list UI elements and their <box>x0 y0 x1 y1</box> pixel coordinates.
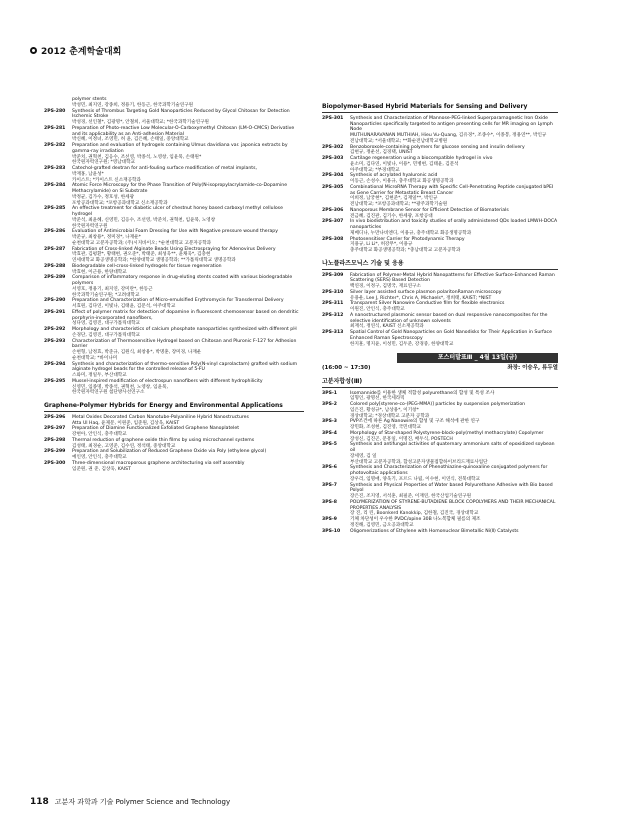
left-column <box>44 97 304 472</box>
abstract-authors: 최재석, 정연식, KAIST 신소재공학과 <box>350 324 424 330</box>
abstract-title: Metal Oxides Decorated Carbon Nanotube-Polyaniline Hybrid Nanostructures <box>72 414 249 420</box>
abstract-code: 2PS-297 <box>44 426 66 432</box>
section-heading: 고분자합성(Ⅲ) <box>322 379 558 388</box>
abstract-authors: 장은진, 조지영, 서석훈, 최필준, 이재연, 한국산업기술연구원 <box>350 494 472 499</box>
abstract-code: 2PS-286 <box>44 229 66 235</box>
abstract-authors: 박재홍, 남윤성* <box>72 171 104 177</box>
abstract-title: Combinational MicroRNA Therapy with Specific Cell-Penetrating Peptide conjugated bPEI as Gene Carrier for Metastatic Breast Cancer <box>350 184 554 196</box>
abstract-entry <box>322 208 558 220</box>
abstract-text <box>72 327 304 339</box>
abstract-title: PVP조건에 따른 Ag Nanowire의 합성 및 구조 해석에 관한 연구 <box>350 419 480 425</box>
abstract-code: 2PS-298 <box>44 437 66 443</box>
abstract-text <box>72 310 304 327</box>
abstract-entry <box>44 229 304 246</box>
abstract-authors: 장민화, 조성현, 김진영, 국민대학교 <box>350 425 421 430</box>
abstract-title: polymer stents <box>72 97 107 102</box>
abstract-code: 2PS-312 <box>322 312 344 318</box>
abstract-entry <box>322 529 558 535</box>
abstract-entry <box>44 263 304 276</box>
abstract-code: 3PS-4 <box>322 430 337 436</box>
abstract-title: Thermal reduction of graphene oxide thin films by using microchannel systems <box>72 437 255 443</box>
abstract-entry <box>322 442 558 465</box>
header-title: 2012 춘계학술대회 <box>41 47 122 57</box>
abstract-code: 3PS-5 <box>322 442 337 448</box>
abstract-authors: 전금혜, 김진관, 김기수, 한세광, 포항공대 <box>350 213 433 219</box>
abstract-authors: 이원진, 안인식, 충주대학교 <box>350 307 405 312</box>
section-heading: Biopolymer-Based Hybrid Materials for Sensing and Delivery <box>322 104 558 113</box>
abstract-code: 2PS-299 <box>44 449 66 455</box>
abstract-code: 2PS-307 <box>322 219 344 225</box>
abstract-title: Evaluation of Antimicrobial Foam Dressing for Use with Negative pressure wound therapy <box>72 229 278 235</box>
abstract-title: Synthesis of Thrombus Targeting Gold Nanoparticles Reduced by Glycol Chitosan for Detection Ischemic Stroke <box>72 108 290 120</box>
abstract-authors: Atta Ul Haq, 윤제문, 이원준, 임준원, 김상욱, KAIST <box>72 420 180 426</box>
abstract-code: 2PS-308 <box>322 236 344 242</box>
abstract-authors: 포항공과대학교; *포항공과대학교 신소재공학과 <box>72 200 168 206</box>
abstract-title: Benzoboroxole-containing polymers for glucose sensing and insulin delivery <box>350 144 525 150</box>
abstract-code: 3PS-9 <box>322 517 337 522</box>
abstract-title: A nanostructured plasmonic sensor based on dual responsive nanocomposites for the selective identification of unknown solvents <box>350 312 548 324</box>
abstract-authors: 장 진, 리 린, Boonkerd Kanokkip, 김한철, 김진국, 경상대학교 <box>350 511 479 517</box>
abstract-title: Colored poly[styrene-co-(PEG-MMA)] particles by suspension polymerization <box>350 402 526 407</box>
abstract-entry <box>322 173 558 185</box>
abstract-authors: 연세대학교 화공생명공학과; *한양대학교 생명공학과; **가톨릭대학교 생명공학과 <box>72 258 236 263</box>
abstract-text <box>72 229 304 246</box>
abstract-authors: 박준석, 최윤혜, 신영민, 김응수, 조선영, 박준치, 권혁천, 임윤묵, 노영창 <box>72 217 216 223</box>
abstract-title: Silver layer assisted surface plasmon polaritonRaman microscopy <box>350 289 502 295</box>
abstract-title: Isomannide를 이용한 생체 적합성 polyurethane의 합성 및 특성 조사 <box>350 390 495 396</box>
session-time-row <box>322 366 558 372</box>
abstract-text <box>350 500 558 517</box>
abstract-authors: 예인영, 안인식, 충주대학교 <box>72 455 127 460</box>
abstract-entry <box>322 290 558 302</box>
abstract-title: Oligomerizations of Ethylene with Homonuclear Bimetallic Ni(Ⅱ) Catalysts <box>350 528 519 534</box>
abstract-title: Preparation of Diamine Functionalized Exfoliated Graphene Nanoplatelet <box>72 426 240 432</box>
abstract-entry <box>322 185 558 208</box>
abstract-authors: 임형인, 광명선, 한국세라믹 <box>350 396 405 402</box>
abstract-authors: 이동근, 손성수, 이용규, 충주대학교 화공생명공학과 <box>350 179 454 184</box>
abstract-entry <box>322 313 558 330</box>
abstract-code: 3PS-2 <box>322 402 337 407</box>
abstract-text <box>350 419 558 431</box>
abstract-code: 3PS-6 <box>322 465 337 471</box>
abstract-code: 3PS-8 <box>322 499 337 505</box>
abstract-title: In vivo biodistribution and toxicity studies of orally administered QDs loaded LMWH-DOCA nanoparticles <box>350 219 558 230</box>
abstract-text <box>350 402 558 419</box>
abstract-entry <box>322 219 558 236</box>
session-chairs: 좌장: 이승우, 류두열 <box>507 365 558 371</box>
abstract-text <box>72 379 304 396</box>
abstract-title: Synthesis and Characterization of Phenothiazine-quinoxaline conjugated polymers for photovoltaic applications <box>350 465 548 476</box>
abstract-code: 2PS-313 <box>322 330 344 335</box>
abstract-title: POLYMERIZATION OF STYRENE-BUTADIENE BLOCK COPOLYMERS AND THEIR MECHANICAL PROPERTIES ANALYSIS <box>350 499 556 511</box>
abstract-entry <box>44 143 304 166</box>
circle-bullet-icon <box>30 47 37 54</box>
abstract-entry <box>322 273 558 290</box>
abstract-code: 2PS-302 <box>322 144 344 150</box>
abstract-authors: 카이스트; *카이스트 신소재공학과 <box>72 177 141 183</box>
abstract-code: 2PS-287 <box>44 246 66 252</box>
abstract-title: Fabrication of Polymer-Metal Hybrid Nanopatterns for Effective Surface-Enhanced Raman Scattering (SERS) Based Detection <box>350 272 555 284</box>
abstract-title: Synthesis and Physical Properties of Water based Polyurethane Adhesive with Bio based Polyol <box>350 482 553 494</box>
abstract-entry <box>44 338 304 362</box>
abstract-title: Synthesis and Characterization of Mannose-PEG-linked Superparamagnetic Iron Oxide Nanoparticles specifically targeted to antigen presenting cells for MR imaging on Lymph Node <box>350 115 553 133</box>
abstract-code: 3PS-7 <box>322 482 337 488</box>
abstract-authors: 정진해, 김영민, 금오공과대학교 <box>350 522 414 528</box>
abstract-code: 2PS-289 <box>44 275 66 281</box>
abstract-entry <box>44 166 304 183</box>
abstract-text <box>72 362 304 379</box>
abstract-code: 2PS-284 <box>44 183 66 189</box>
abstract-code: 2PS-310 <box>322 289 344 295</box>
journal-title: 고분자 과학과 기술 Polymer Science and Technology <box>54 798 231 806</box>
abstract-text <box>350 313 558 330</box>
abstract-authors: 스와미, 정일두, 부산대학교 <box>72 373 127 378</box>
abstract-title: Synthesis and characterization of thermo-sensitive Poly(N-vinyl caprolactam) grafted with sodium alginate hydrogel beads for the controlled release of 5-FU <box>72 361 298 373</box>
abstract-text <box>350 185 558 208</box>
abstract-authors: 부산대학교 고분자공학과, 합성고분자생물접합하이브리드재료사업단 <box>350 459 488 465</box>
abstract-text <box>72 247 304 264</box>
abstract-authors: 임은진, 황성규*, 남상용*, 이기창* <box>350 407 419 413</box>
abstract-authors: 서영호, 정용기, 최지연, 강미란*, 한동근 <box>72 286 153 292</box>
abstract-text <box>72 97 304 109</box>
abstract-entry <box>322 500 558 517</box>
abstract-title: Synthesis and antifungal activities of quaternary ammonium salts of epoxidized soybean oil <box>350 442 555 453</box>
abstract-code: 2PS-293 <box>44 338 66 344</box>
abstract-authors: 한국원자력연구원 <box>72 223 108 229</box>
abstract-title: Characterization of Thermosensitive Hydrogel based on Chitosan and Pluronic F-127 for Adhesion barrier <box>72 338 297 350</box>
abstract-entry <box>44 460 304 473</box>
section-heading: 나노플라즈모닉스 기술 및 응용 <box>322 261 558 270</box>
abstract-authors: 이희정, 남궁현*, 김현준*, 김재일**, 박인규 <box>350 196 438 202</box>
abstract-title: Transparent Silver Nanowire Conductive film for flexible electronics <box>350 301 505 307</box>
abstract-code: 2PS-288 <box>44 263 66 269</box>
abstract-text <box>350 517 558 529</box>
abstract-text <box>72 438 304 450</box>
abstract-text <box>72 339 304 362</box>
abstract-text <box>72 206 304 229</box>
abstract-code: 2PS-303 <box>322 156 344 161</box>
abstract-authors: 한국원자력연구원 첨단방사선연구소 <box>72 390 145 396</box>
abstract-entry <box>44 361 304 379</box>
right-column <box>322 97 558 534</box>
abstract-text <box>72 183 304 206</box>
abstract-text <box>350 301 558 313</box>
abstract-entry <box>322 483 558 500</box>
page-header <box>30 44 121 57</box>
abstract-code: 2PS-305 <box>322 184 344 190</box>
abstract-text <box>350 391 558 403</box>
abstract-authors: 순천대학교 고분자공학과; (주)시지바이오; *순천대학교 고분자공학과 <box>72 240 212 246</box>
abstract-title: Comparison of inflammatory response in drug-eluting stents coated with various biodegradable polymers <box>72 275 293 286</box>
abstract-code: 2PS-309 <box>322 272 344 278</box>
abstract-entry <box>44 426 304 438</box>
abstract-code: 3PS-3 <box>322 419 337 425</box>
abstract-authors: 박준치, 권혁천, 김응수, 조선영, 박종석, 노영창, 임윤묵, 손태원* <box>72 154 202 160</box>
abstract-authors: 박효현, 이근용, 한양대학교 <box>72 269 127 275</box>
abstract-title: Morphology of Star-shaped Polystyrene-block-poly(methyl methacrylate) Copolymer <box>350 430 544 436</box>
abstract-code: 2PS-282 <box>44 143 66 148</box>
abstract-text <box>72 143 304 166</box>
abstract-title: Nanoporous Membrane Sensor for Efficient Detection of Biomaterials <box>350 207 509 213</box>
abstract-title: Cartilage regeneration using a biocompatible hydrogel in vivo <box>350 156 493 161</box>
abstract-entry <box>44 378 304 396</box>
abstract-text <box>350 330 558 347</box>
abstract-code: 2PS-294 <box>44 361 66 367</box>
abstract-entry <box>44 206 304 229</box>
abstract-authors: 한지훈, 명지윤, 이성민, 김두준, 강경중, 한양대학교 <box>350 341 454 347</box>
abstract-authors: 손현형, 남정효, 박준규, 김원식, 최창용*, 박명훈, 장미경, 나재운 <box>72 350 202 355</box>
abstract-authors: 박신혜, 이정녀, 조영민, 허 윤, 김은혜, 손태일, 중앙대학교 <box>72 137 189 143</box>
abstract-entry <box>44 327 304 339</box>
abstract-title: Synthesis of acrylated hyaluronic acid <box>350 173 438 179</box>
abstract-title: An effective treatment for diabetic ulcer of chestnut honey based carboxyl methyl cellulose hydrogel <box>72 206 283 217</box>
abstract-authors: 박성민, 최지연, 강종희, 정용기, 한동근, 한국과학기술연구원 <box>72 102 194 108</box>
session-time: (16:00 ~ 17:30) <box>322 365 371 371</box>
abstract-entry <box>322 237 558 254</box>
abstract-code: 3PS-1 <box>322 390 337 396</box>
section-heading: Graphene-Polymer Hybrids for Energy and Environmental Applications <box>44 403 304 412</box>
abstract-authors: 전남대학교; *포항공과대학교; **광주과학기술원 <box>350 202 448 207</box>
abstract-entry <box>44 183 304 206</box>
abstract-title: Effect of polymer matrix for detection of dopamine in fluorescent chemosensor based on dendritic porphyrin-incorporated nanofibers, <box>72 309 299 321</box>
abstract-text <box>350 145 558 157</box>
abstract-code: 2PS-285 <box>44 206 66 212</box>
abstract-title: Preparation and Solubilization of Reduced Graphene Oxide via Poly (ethylene glycol) <box>72 449 267 455</box>
abstract-entry <box>322 419 558 431</box>
abstract-authors: 장성신, 김진곤, 문흥일, 이명진, 배두식, POSTECH <box>350 436 453 442</box>
abstract-text <box>350 465 558 482</box>
abstract-title: Spatial Control of Gold Nanoparticles on Gold Nanodisks for Their Application in Surface Enhanced Raman Spectroscopy <box>350 330 552 341</box>
abstract-text <box>72 298 304 310</box>
abstract-title: Fabrication of Cross-linked Alginate Beads Using Electrospraying for Adenovirus Delivery <box>72 246 276 252</box>
abstract-text <box>72 415 304 427</box>
abstract-title: Preparation and Characterization of Micro-emulsified Erythromycin for Transdermal Delivery <box>72 298 284 304</box>
abstract-code: 2PS-306 <box>322 207 344 213</box>
abstract-text <box>72 449 304 461</box>
abstract-entry <box>44 298 304 310</box>
abstract-authors: 성다영, 김영진, 대구가톨릭대학교 <box>72 321 140 327</box>
abstract-title: Catechol-grafted dextran for anti-fouling surface modification of metal implants, <box>72 166 257 171</box>
abstract-text <box>350 431 558 443</box>
abstract-entry <box>322 116 558 145</box>
abstract-code <box>44 97 72 109</box>
abstract-text <box>72 275 304 298</box>
abstract-text <box>350 273 558 290</box>
abstract-authors: 한국과학기술연구원; *고려대학교 <box>72 292 140 298</box>
abstract-title: 기체 차단성이 우수한 PVDC/opine 30B 나노복합체 필름의 제조 <box>350 517 481 522</box>
abstract-authors: 신영민, 임종명, 박종석, 권혁천, 노영창, 임윤묵, <box>72 384 168 390</box>
abstract-text <box>350 156 558 173</box>
abstract-text <box>350 529 558 535</box>
abstract-authors: 한국원자력연구원; *영남대학교 <box>72 160 135 166</box>
abstract-authors: 박효관, 김평환*, 황태현, 권오준*, 박태준, 최성욱**, 윤채욱*, 김충현 <box>72 252 211 258</box>
abstract-entry <box>322 156 558 173</box>
abstract-authors: 박성경, 선인철*, 김광명*, 안철희, 서울대학교; *한국과학기술연구원 <box>72 120 209 125</box>
abstract-authors: 강현아, 안인식, 충주대학교 <box>72 432 127 437</box>
abstract-text <box>72 426 304 438</box>
abstract-entry <box>72 97 304 109</box>
abstract-entry <box>322 301 558 313</box>
abstract-authors: 박정균, 김가수, 정호성, 한세광 <box>72 194 135 200</box>
abstract-code: 2PS-304 <box>322 173 344 179</box>
abstract-code: 2PS-281 <box>44 125 66 131</box>
abstract-authors: 충주대학교 화공생명공학과; *충남대학교 고분자공학과 <box>350 248 461 253</box>
abstract-code: 2PS-290 <box>44 298 66 304</box>
abstract-title: Mussel-inspired modification of electrospun nanofibers with different hydrophilicity <box>72 378 263 384</box>
abstract-text <box>72 461 304 473</box>
abstract-authors: 백연경, 이정구, 김명국, 재료연구소 <box>350 284 421 289</box>
abstract-text <box>350 173 558 185</box>
abstract-authors: 제베디나, 누만나비엔디, 이용규, 충주대학교 화공생명공학과 <box>350 230 472 236</box>
abstract-authors: 윤소미, 김다연, 이빛나, 이용*, 민병현, 김태윤, 김문석 <box>350 161 459 167</box>
abstract-code: 2PS-296 <box>44 414 66 420</box>
abstract-entry <box>322 391 558 403</box>
abstract-text <box>350 483 558 500</box>
page-number: 118 <box>30 797 49 807</box>
abstract-authors: MUTHUNARAVANAN MUTHIAH, Hieu Vu-Quang, 김유경*, 조종수*, 이종봉, 정용연**, 박인규 <box>350 133 547 138</box>
abstract-text <box>72 166 304 183</box>
abstract-title: Three-dimensional macroporous graphene architecturing via self assembly <box>72 460 245 466</box>
abstract-text <box>350 208 558 220</box>
abstract-authors: 아주대학교; *부경대학교 <box>350 167 400 173</box>
abstract-text <box>72 109 304 126</box>
abstract-authors: 김현규, 정운선, 김경택, UNIST <box>350 150 413 156</box>
abstract-code: 2PS-311 <box>322 301 344 307</box>
abstract-text <box>350 237 558 254</box>
abstract-entry <box>322 465 558 482</box>
abstract-code: 2PS-280 <box>44 108 66 114</box>
abstract-code: 2PS-292 <box>44 327 66 332</box>
abstract-entry <box>44 246 304 264</box>
abstract-authors: 경상대학교; *경상대학교 고분자 공학과 <box>350 413 430 419</box>
abstract-text <box>72 126 304 143</box>
abstract-entry <box>44 275 304 298</box>
abstract-authors: 임준원, 권 준, 김상욱, KAIST <box>72 466 131 472</box>
abstract-authors: 장우리, 임명애, 양욱기, 포르드 나립, 이수현, 이연식, 전북대학교 <box>350 476 480 482</box>
abstract-code: 2PS-300 <box>44 460 66 466</box>
abstract-text <box>350 219 558 236</box>
abstract-text <box>350 116 558 145</box>
abstract-code: 3PS-10 <box>322 528 341 534</box>
abstract-code: 2PS-301 <box>322 115 344 121</box>
abstract-entry <box>322 145 558 157</box>
abstract-title: Photosensitiser Carrier for Photodynamic Therapy <box>350 236 465 242</box>
abstract-entry <box>44 108 304 126</box>
page-footer <box>30 797 230 807</box>
abstract-authors: 손경단, 김영진, 대구가톨릭대학교 <box>72 332 140 338</box>
abstract-title: Morphology and characteristics of calcium phosphate nanoparticles synthesized with different pH <box>72 327 297 332</box>
abstract-text <box>350 290 558 302</box>
session-banner: 포스터발표Ⅲ _ 4월 13일(금) <box>397 353 558 363</box>
abstract-code: 2PS-295 <box>44 378 66 384</box>
abstract-authors: 서효원, 김다연, 이빛나, 김태윤, 김문석, 아주대학교 <box>72 304 176 309</box>
abstract-entry <box>322 431 558 443</box>
abstract-authors: 장세영, 김 일 <box>350 453 377 459</box>
abstract-entry <box>44 309 304 327</box>
abstract-entry <box>322 402 558 419</box>
abstract-entry <box>44 437 304 450</box>
abstract-authors: 김성태, 최경순, 고영준, 김수연, 정석태, 중앙대학교 <box>72 443 176 449</box>
abstract-authors: 순천대학교; *바이나미 <box>72 355 118 361</box>
abstract-text <box>72 264 304 276</box>
abstract-entry <box>322 517 558 529</box>
abstract-title: Preparation of Photo-reactive Low Molecular-O-Carboxymethyl Chitosan (LM-O-CMCS) Derivative and its applicability as an Anti-adhesion Material <box>72 125 295 137</box>
abstract-authors: 지용규, Li Li*, 허강무*, 이용규 <box>350 242 413 248</box>
abstract-title: Preparation and evaluation of hydrogels containing Ulmus davidiana var. japonica extracts by gamma-ray irradiation <box>72 143 288 154</box>
abstract-authors: 박준규, 최창용*, 정미경*, 나재운* <box>72 235 141 240</box>
abstract-entry <box>44 125 304 143</box>
abstract-authors: 유용운, Lee J, Richter*, Chris A, Michaels*, 정희태, KAIST; *NIST <box>350 295 492 301</box>
abstract-title: Atomic Force Microscopy for the Phase Transition of Poly(N-isopropylacrylamide-co-Dopamine Methacrylamide) on Si Substrate <box>72 183 288 194</box>
abstract-entry <box>44 449 304 461</box>
abstract-code: 2PS-283 <box>44 166 66 171</box>
abstract-authors: 전남대학교; *서울대학교; **화순전남대학교병원 <box>350 138 448 144</box>
abstract-entry <box>44 414 304 427</box>
abstract-code: 2PS-291 <box>44 309 66 315</box>
abstract-entry <box>322 330 558 347</box>
abstract-title: Biodegradable cell-cross-linked hydrogels for tissue regeneration <box>72 263 222 269</box>
abstract-text <box>350 442 558 465</box>
